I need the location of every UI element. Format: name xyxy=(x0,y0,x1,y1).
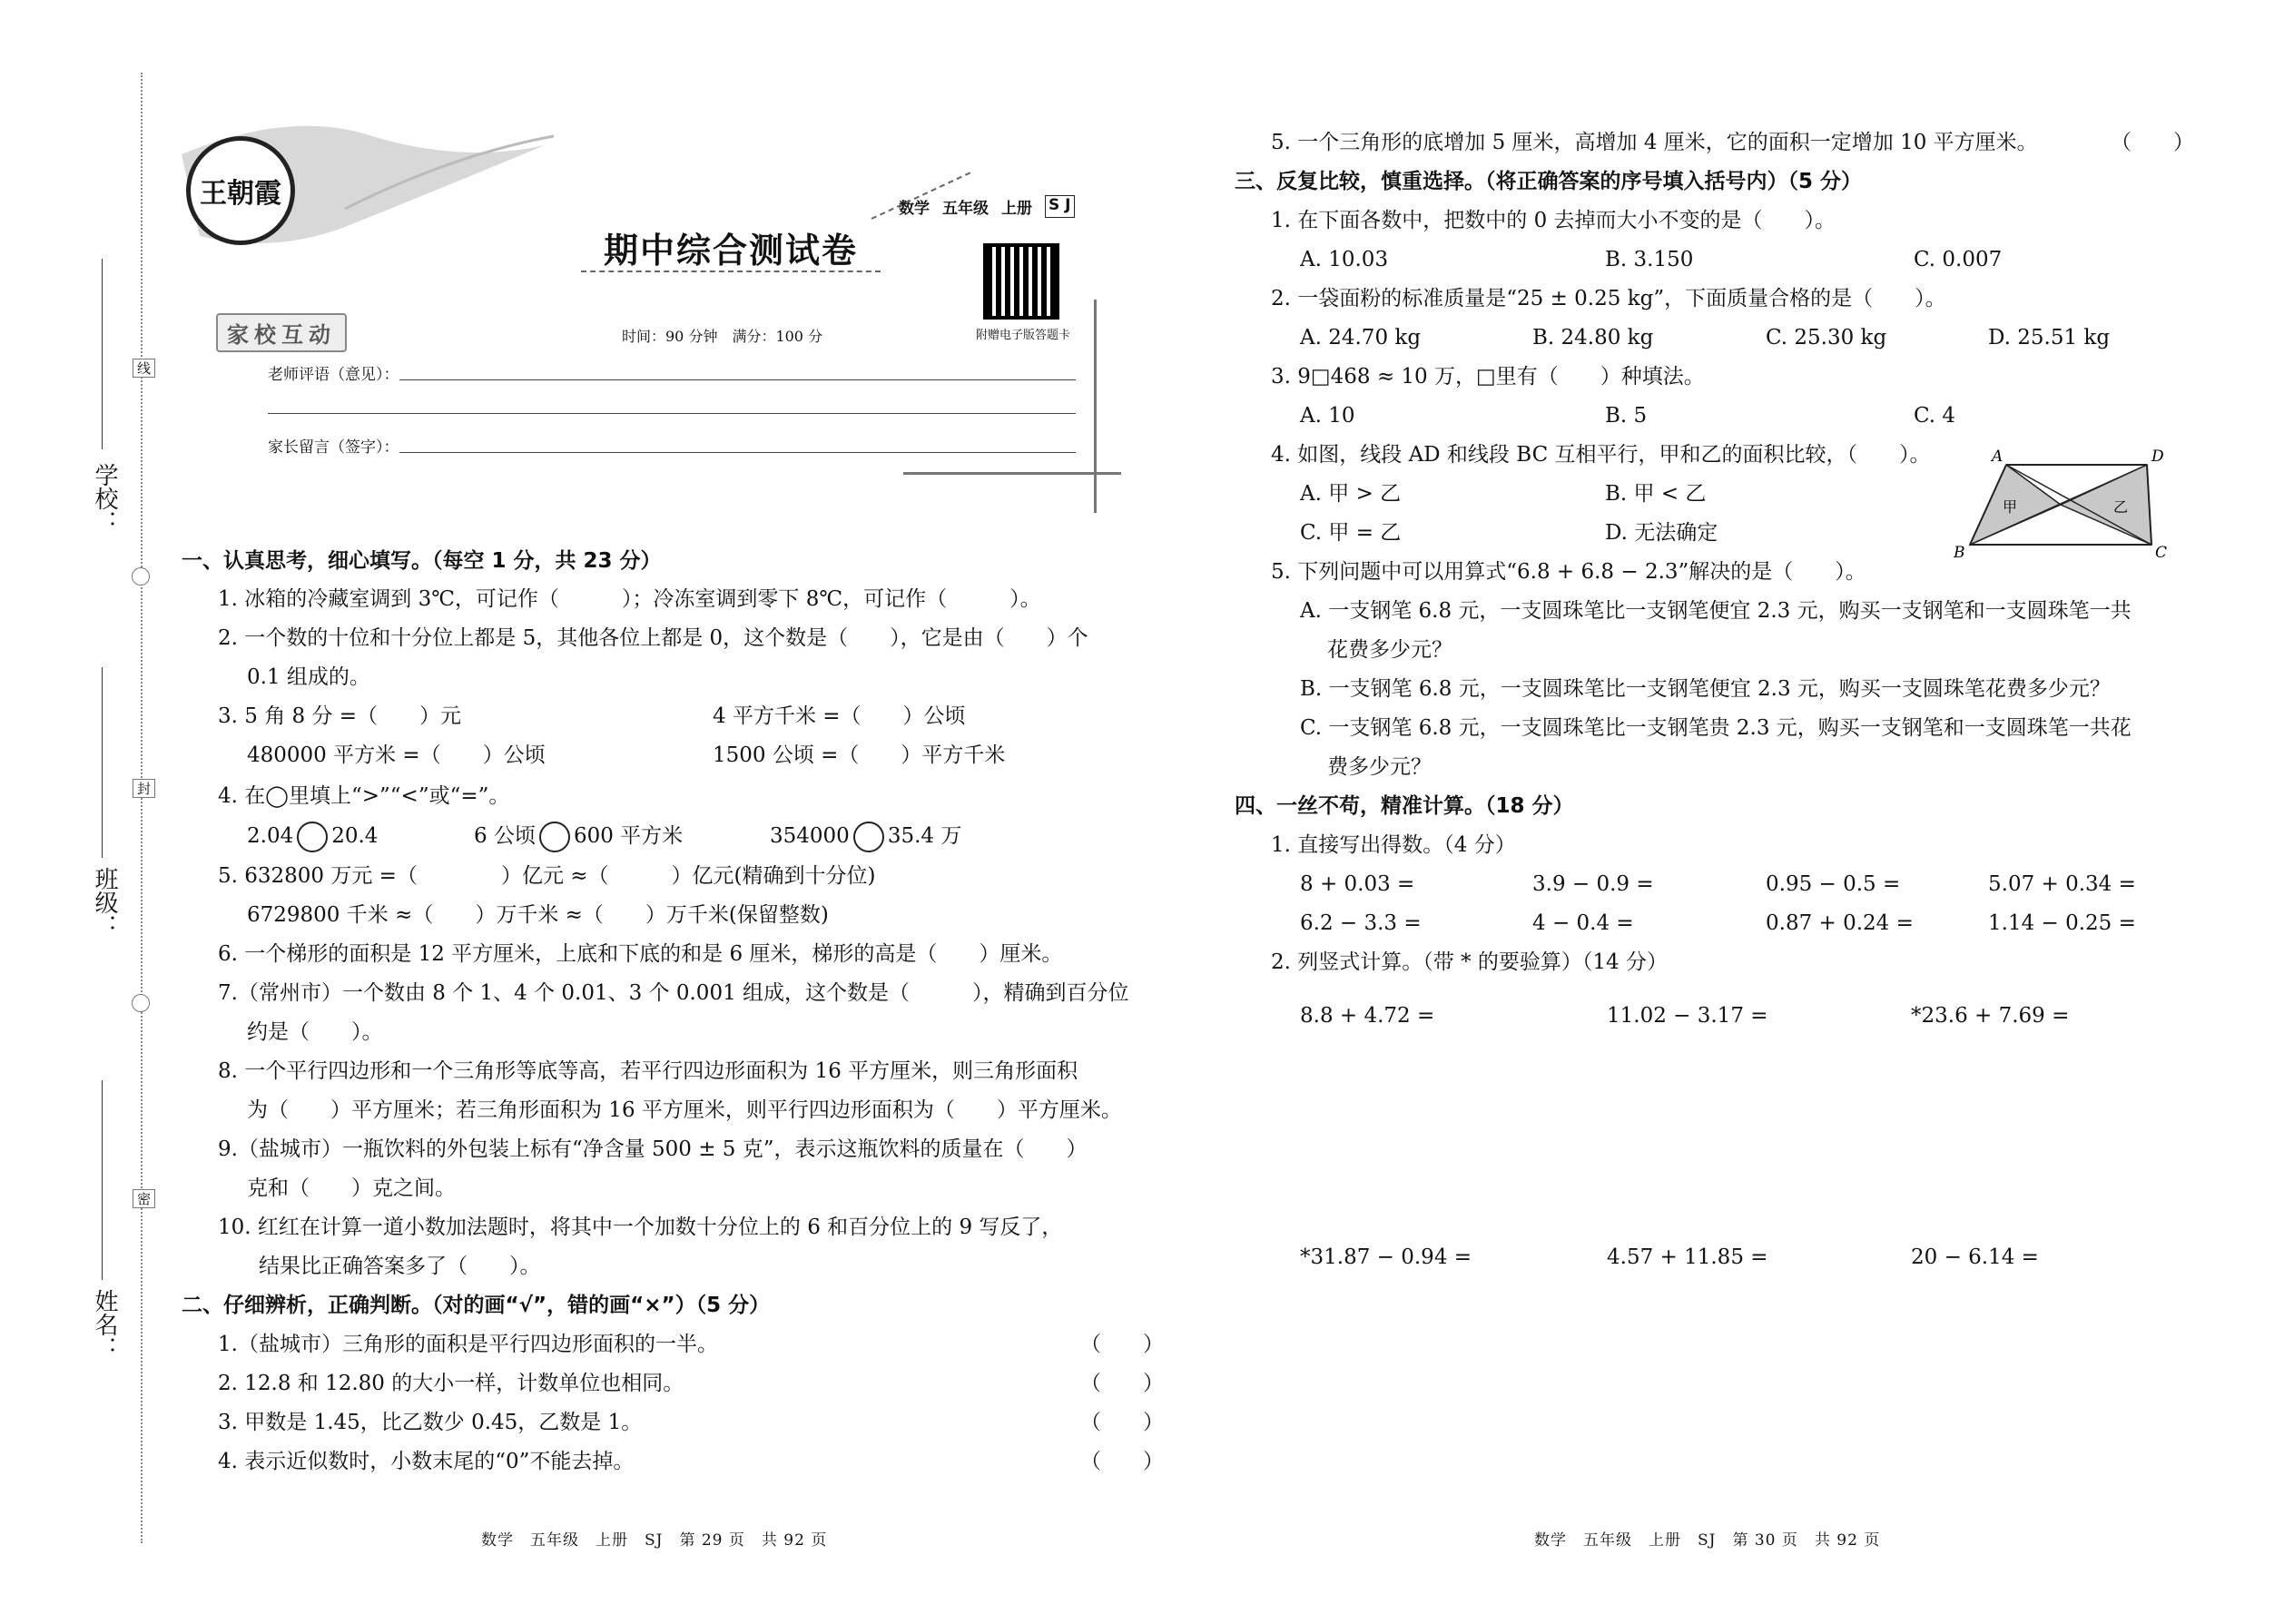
vertical-calc-2: 11.02 − 3.17 = xyxy=(1607,1004,1768,1028)
label-yi: 乙 xyxy=(2113,498,2129,516)
q3-2-opt-c[interactable]: C. 25.30 kg xyxy=(1766,326,1887,349)
name-blank xyxy=(102,1080,103,1280)
q4-2: 2. 列竖式计算。（带 * 的要验算）（14 分） xyxy=(1271,950,1668,974)
section2-title: 二、仔细辨析，正确判断。（对的画“√”，错的画“×”）（5 分） xyxy=(182,1294,771,1317)
q1-7-cont: 约是（ ）。 xyxy=(247,1020,383,1044)
q2-4: 4. 表示近似数时，小数末尾的“0”不能去掉。 xyxy=(218,1450,635,1473)
q3-2: 2. 一袋面粉的标准质量是“25 ± 0.25 kg”，下面质量合格的是（ ）。 xyxy=(1271,287,1946,310)
q3-5-opt-b[interactable]: B. 一支钢笔 6.8 元，一支圆珠笔比一支钢笔便宜 2.3 元，购买一支圆珠笔花费多少元？ xyxy=(1300,677,2111,701)
qr-caption: 附赠电子版答题卡 xyxy=(976,329,1071,342)
q3-1-opt-b[interactable]: B. 3.150 xyxy=(1605,248,1694,271)
q3-3-opt-c[interactable]: C. 4 xyxy=(1914,404,1956,428)
parent-comment-label: 家长留言（签字）： xyxy=(268,438,399,457)
parent-comment-line[interactable] xyxy=(399,452,1076,453)
trapezoid-figure xyxy=(1952,445,2170,563)
q1-3-b: 4 平方千米 =（ ）公顷 xyxy=(713,704,966,728)
q2-1-answer[interactable]: （ ） xyxy=(1080,1333,1164,1356)
q1-9-cont: 克和（ ）克之间。 xyxy=(247,1176,456,1200)
q1-4: 4. 在◯里填上“>”“<”或“=”。 xyxy=(218,784,510,808)
tag-volume: 上册 xyxy=(1001,200,1032,218)
page-title: 期中综合测试卷 xyxy=(604,231,859,271)
q3-2-opt-b[interactable]: B. 24.80 kg xyxy=(1532,326,1654,349)
tag-subject: 数学 xyxy=(899,200,930,218)
name-label: 姓名： xyxy=(91,1289,118,1360)
q2-1: 1.（盐城市）三角形的面积是平行四边形面积的一半。 xyxy=(218,1333,718,1356)
q1-3-c: 480000 平方米 =（ ）公顷 xyxy=(247,743,546,767)
class-blank xyxy=(102,667,103,858)
calc-1-2: 3.9 − 0.9 = xyxy=(1532,872,1654,896)
vertical-calc-1: 8.8 + 4.72 = xyxy=(1300,1004,1435,1028)
home-school-text: 家校互动 xyxy=(227,322,336,348)
q3-3: 3. 9□468 ≈ 10 万，□里有（ ）种填法。 xyxy=(1271,365,1705,389)
section4-title: 四、一丝不苟，精准计算。（18 分） xyxy=(1235,794,1574,818)
compare-circle[interactable] xyxy=(297,822,328,852)
section3-title: 三、反复比较，慎重选择。（将正确答案的序号填入括号内）（5 分） xyxy=(1235,170,1863,193)
vertical-calc-3: *23.6 + 7.69 = xyxy=(1911,1004,2070,1028)
q3-4-opt-d[interactable]: D. 无法确定 xyxy=(1605,521,1718,545)
q1-7: 7.（常州市）一个数由 8 个 1、4 个 0.01、3 个 0.001 组成，这个数是（ ），精确到百分位 xyxy=(218,981,1129,1005)
compare-circle[interactable] xyxy=(539,822,570,852)
seal-mark: 封 xyxy=(133,779,155,798)
q1-10: 10. 红红在计算一道小数加法题时，将其中一个加数十分位上的 6 和百分位上的 9 写反了， xyxy=(218,1216,1063,1239)
q2-2: 2. 12.8 和 12.80 的大小一样，计数单位也相同。 xyxy=(218,1372,684,1395)
q1-4-compare-1: 2.04 20.4 xyxy=(247,822,378,852)
vertex-c: C xyxy=(2155,544,2168,562)
calc-2-4: 1.14 − 0.25 = xyxy=(1988,911,2136,935)
label-jia: 甲 xyxy=(2003,498,2018,516)
q1-3-a: 3. 5 角 8 分 =（ ）元 xyxy=(218,704,462,728)
q3-3-opt-a[interactable]: A. 10 xyxy=(1300,404,1355,428)
teacher-comment-line[interactable] xyxy=(399,379,1076,380)
q2-3-answer[interactable]: （ ） xyxy=(1080,1411,1164,1434)
q3-4-opt-b[interactable]: B. 甲 < 乙 xyxy=(1605,482,1707,506)
calc-1-1: 8 + 0.03 = xyxy=(1300,872,1415,896)
q2-2-answer[interactable]: （ ） xyxy=(1080,1372,1164,1395)
q3-1: 1. 在下面各数中，把数中的 0 去掉而大小不变的是（ ）。 xyxy=(1271,209,1836,232)
left-footer: 数学 五年级 上册 SJ 第 29 页 共 92 页 xyxy=(481,1531,828,1550)
header-frame-right xyxy=(1094,300,1097,513)
section1-title: 一、认真思考，细心填写。（每空 1 分，共 23 分） xyxy=(182,549,662,573)
triangle-yi xyxy=(2061,465,2151,545)
q3-4-opt-a[interactable]: A. 甲 > 乙 xyxy=(1300,482,1402,506)
vertex-a: A xyxy=(1992,448,2004,466)
tag-grade: 五年级 xyxy=(942,200,989,218)
binding-dotted-line xyxy=(141,73,143,1543)
logo-text: 王朝霞 xyxy=(200,178,281,210)
subject-tags xyxy=(899,195,1075,218)
vertical-calc-4: *31.87 − 0.94 = xyxy=(1300,1245,1472,1269)
q2-4-answer[interactable]: （ ） xyxy=(1080,1450,1164,1473)
q3-1-opt-c[interactable]: C. 0.007 xyxy=(1914,248,2003,271)
q3-5-opt-c[interactable]: C. 一支钢笔 6.8 元，一支圆珠笔比一支钢笔贵 2.3 元，购买一支钢笔和一支圆珠笔一共花 xyxy=(1300,716,2132,740)
q2-5: 5. 一个三角形的底增加 5 厘米，高增加 4 厘米，它的面积一定增加 10 平方厘米。 xyxy=(1271,131,2038,154)
school-label: 学校： xyxy=(91,463,118,534)
q3-3-opt-b[interactable]: B. 5 xyxy=(1605,404,1648,428)
q3-4: 4. 如图，线段 AD 和线段 BC 互相平行，甲和乙的面积比较，（ ）。 xyxy=(1271,443,1931,467)
binding-hole xyxy=(132,994,150,1012)
calc-2-2: 4 − 0.4 = xyxy=(1532,911,1634,935)
q1-4-compare-3: 354000 35.4 万 xyxy=(770,822,961,852)
time-info: 时间：90 分钟 满分：100 分 xyxy=(622,328,823,345)
calc-1-3: 0.95 − 0.5 = xyxy=(1766,872,1901,896)
header-frame-bottom xyxy=(903,472,1121,475)
qr-code xyxy=(983,243,1059,320)
seal-mark: 密 xyxy=(133,1189,155,1208)
home-school-badge xyxy=(216,313,347,352)
binding-hole xyxy=(132,567,150,586)
q3-4-opt-c[interactable]: C. 甲 = 乙 xyxy=(1300,521,1402,545)
q1-9: 9.（盐城市）一瓶饮料的外包装上标有“净含量 500 ± 5 克”，表示这瓶饮料的质量在（ ） xyxy=(218,1137,1088,1161)
q1-1: 1. 冰箱的冷藏室调到 3℃，可记作（ ）；冷冻室调到零下 8℃，可记作（ ）。 xyxy=(218,587,1041,611)
q1-2: 2. 一个数的十位和十分位上都是 5，其他各位上都是 0，这个数是（ ），它是由（ ）个 xyxy=(218,626,1088,650)
vertex-b: B xyxy=(1954,544,1965,562)
q1-2-cont: 0.1 组成的。 xyxy=(247,665,370,689)
q1-5-a: 5. 632800 万元 =（ ）亿元 ≈（ ）亿元(精确到十分位) xyxy=(218,864,876,888)
q3-2-opt-d[interactable]: D. 25.51 kg xyxy=(1988,326,2111,349)
class-label: 班级： xyxy=(91,867,118,938)
q1-4-compare-2: 6 公顷 600 平方米 xyxy=(474,822,683,852)
q1-8: 8. 一个平行四边形和一个三角形等底等高，若平行四边形面积为 16 平方厘米，则三角形面积 xyxy=(218,1059,1078,1083)
q3-5-opt-a-cont: 花费多少元？ xyxy=(1327,638,1452,662)
calc-1-4: 5.07 + 0.34 = xyxy=(1988,872,2136,896)
teacher-comment-label: 老师评语（意见）： xyxy=(268,366,399,384)
q2-5-answer[interactable]: （ ） xyxy=(2111,131,2194,154)
school-blank xyxy=(102,259,103,449)
q3-5-opt-a[interactable]: A. 一支钢笔 6.8 元，一支圆珠笔比一支钢笔便宜 2.3 元，购买一支钢笔和一支圆珠笔一共 xyxy=(1300,599,2132,623)
q3-1-opt-a[interactable]: A. 10.03 xyxy=(1300,248,1389,271)
q1-6: 6. 一个梯形的面积是 12 平方厘米，上底和下底的和是 6 厘米，梯形的高是（ ）厘米。 xyxy=(218,942,1063,966)
q3-5: 5. 下列问题中可以用算式“6.8 + 6.8 − 2.3”解决的是（ ）。 xyxy=(1271,560,1866,584)
tag-edition: S J xyxy=(1045,195,1075,218)
q2-3: 3. 甲数是 1.45，比乙数少 0.45，乙数是 1。 xyxy=(218,1411,643,1434)
q1-8-cont: 为（ ）平方厘米；若三角形面积为 16 平方厘米，则平行四边形面积为（ ）平方厘米。 xyxy=(247,1098,1122,1122)
q1-3-d: 1500 公顷 =（ ）平方千米 xyxy=(713,743,1006,767)
vertex-d: D xyxy=(2151,448,2164,466)
q1-5-b: 6729800 千米 ≈（ ）万千米 ≈（ ）万千米(保留整数) xyxy=(247,903,829,927)
seal-mark: 线 xyxy=(133,359,155,378)
right-footer: 数学 五年级 上册 SJ 第 30 页 共 92 页 xyxy=(1534,1531,1881,1550)
q4-1: 1. 直接写出得数。（4 分） xyxy=(1271,833,1516,857)
publisher-logo xyxy=(186,136,295,245)
q1-10-cont: 结果比正确答案多了（ ）。 xyxy=(259,1255,541,1278)
q3-5-opt-c-cont: 费多少元？ xyxy=(1327,755,1432,779)
vertical-calc-5: 4.57 + 11.85 = xyxy=(1607,1245,1768,1269)
calc-2-3: 0.87 + 0.24 = xyxy=(1766,911,1914,935)
teacher-comment-line-2[interactable] xyxy=(268,413,1076,414)
q3-2-opt-a[interactable]: A. 24.70 kg xyxy=(1300,326,1422,349)
vertical-calc-6: 20 − 6.14 = xyxy=(1911,1245,2039,1269)
compare-circle[interactable] xyxy=(853,822,884,852)
calc-2-1: 6.2 − 3.3 = xyxy=(1300,911,1422,935)
